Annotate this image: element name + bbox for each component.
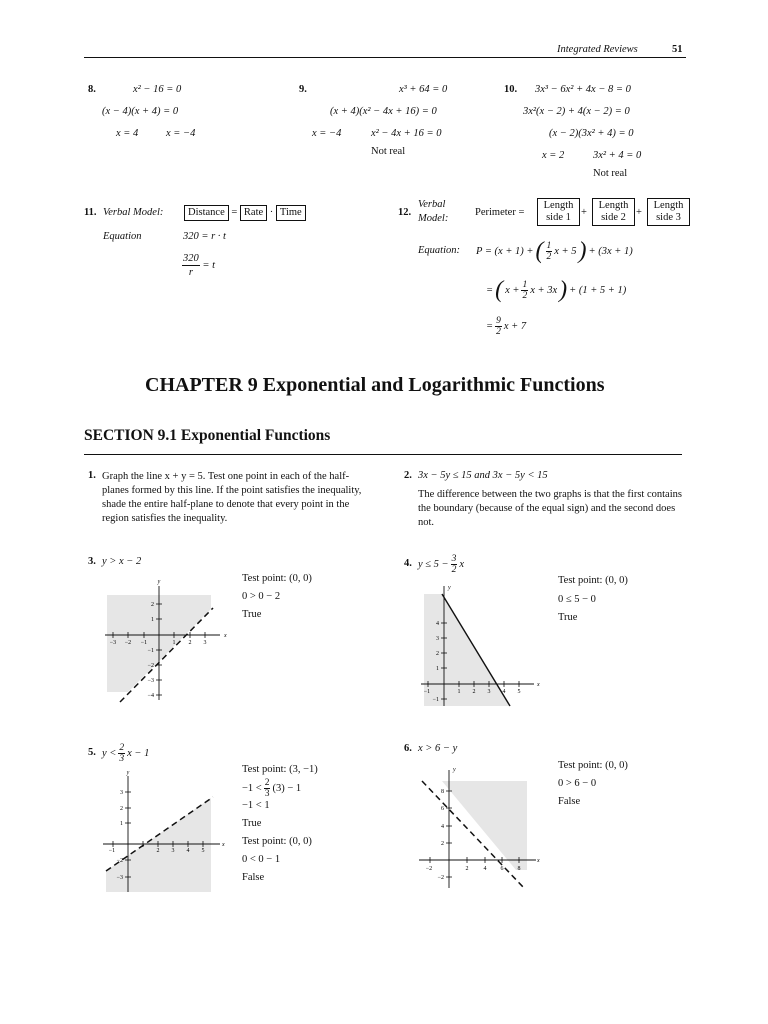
test-line: −1 < 1	[242, 800, 270, 811]
equation-line: x = −4	[166, 128, 196, 139]
question-number: 5.	[88, 747, 96, 758]
verbal-model	[184, 205, 306, 221]
box-time: Time	[276, 205, 306, 221]
equation-line: x = −4	[312, 128, 342, 139]
eq-part: =	[486, 284, 494, 296]
test-part: (3) − 1	[272, 782, 302, 794]
equation-line: 3x² + 4 = 0	[593, 150, 642, 161]
fraction-denominator: 2	[496, 326, 501, 337]
equation-line: (x + 4)(x² − 4x + 16) = 0	[330, 106, 437, 117]
x-tick-label: 1	[457, 689, 461, 695]
equation-line	[182, 252, 215, 279]
equation-line: 3x³ − 6x² + 4x − 8 = 0	[535, 84, 631, 95]
test-line: 0 > 6 − 0	[558, 778, 597, 789]
question-4-title	[418, 553, 464, 575]
equation-line: x = 4	[116, 128, 139, 139]
page-number: 51	[672, 44, 683, 55]
x-tick-label: −1	[108, 848, 116, 854]
fraction-numerator: 1	[522, 279, 528, 290]
y-tick-label: −2	[116, 858, 123, 864]
test-line: 0 < 0 − 1	[242, 854, 281, 865]
y-tick-label: −2	[437, 875, 444, 881]
equation-line: x = 2	[542, 150, 565, 161]
x-tick-label: 5	[517, 689, 521, 695]
box-length-side-1	[537, 198, 580, 226]
chapter-title: CHAPTER 9 Exponential and Logarithmic Functions	[145, 374, 605, 396]
x-tick-label: 5	[201, 848, 205, 854]
problem-number: 9.	[299, 84, 307, 95]
y-axis-label: y	[453, 767, 456, 773]
problem-number: 10.	[504, 84, 518, 95]
equals-sign: =	[231, 207, 238, 218]
eq-part: x + 7	[503, 320, 527, 332]
x-tick-label: 4	[186, 848, 190, 854]
graph-3	[100, 578, 230, 708]
equation-line	[486, 275, 626, 305]
box-length-side-3	[647, 198, 690, 226]
y-tick-label: 4	[441, 824, 444, 830]
equation-line: x² − 4x + 16 = 0	[371, 128, 442, 139]
test-line: Test point: (0, 0)	[242, 573, 312, 584]
header-rule	[84, 57, 686, 58]
graph-5	[100, 768, 230, 898]
fraction-numerator: 3	[451, 553, 457, 564]
right-paren: )	[578, 238, 587, 264]
fraction-denominator: 3	[264, 788, 270, 799]
box-line: Length	[598, 200, 629, 211]
question-5-title	[102, 742, 149, 764]
x-tick-label: 4	[483, 866, 487, 872]
verbal-label: Verbal	[418, 199, 446, 210]
x-tick-label: −3	[109, 640, 117, 646]
title-part: x − 1	[127, 747, 150, 759]
equation-line	[486, 311, 526, 341]
equation-line: (x − 4)(x + 4) = 0	[102, 106, 179, 117]
y-tick-label: −1	[147, 648, 154, 654]
x-axis-label: x	[537, 858, 540, 864]
y-tick-label: 1	[151, 617, 154, 623]
test-line: Test point: (0, 0)	[242, 836, 312, 847]
y-tick-label: −1	[432, 697, 439, 703]
x-tick-label: −2	[124, 640, 132, 646]
test-line: True	[242, 609, 262, 620]
y-axis-label: y	[157, 579, 161, 585]
test-line: Test point: (0, 0)	[558, 575, 628, 586]
plus-sign: +	[581, 207, 587, 218]
y-tick-label: 6	[441, 806, 444, 812]
test-line: 0 > 0 − 2	[242, 591, 281, 602]
box-line: side 1	[546, 212, 571, 223]
y-axis-label: y	[448, 585, 451, 591]
equation-line	[476, 236, 633, 266]
fraction	[521, 280, 528, 301]
fraction-numerator: 320	[183, 253, 199, 264]
perimeter-label: Perimeter =	[475, 207, 525, 218]
box-rate: Rate	[240, 205, 267, 221]
eq-part: + (1 + 5 + 1)	[569, 284, 627, 296]
y-tick-label: 3	[436, 636, 439, 642]
equation-label: Equation	[103, 231, 142, 242]
title-part: y ≤ 5 −	[418, 558, 449, 570]
test-line: 0 ≤ 5 − 0	[558, 594, 596, 605]
problem-number: 11.	[84, 207, 97, 218]
x-tick-label: −1	[423, 689, 431, 695]
y-tick-label: −2	[147, 663, 154, 669]
fraction	[495, 316, 502, 337]
shaded-region	[442, 781, 527, 870]
equation-line: 320 = r · t	[183, 231, 226, 242]
question-number: 6.	[404, 743, 412, 754]
x-tick-label: −2	[425, 866, 433, 872]
fraction	[451, 554, 458, 575]
question-number: 3.	[88, 556, 96, 567]
x-tick-label: 2	[188, 640, 192, 646]
x-tick-label: 3	[203, 640, 207, 646]
fraction-numerator: 9	[496, 315, 501, 326]
fraction-numerator: 2	[264, 777, 270, 788]
question-number: 1.	[88, 470, 96, 481]
x-tick-label: 8	[517, 866, 521, 872]
y-tick-label: −3	[116, 875, 123, 881]
dot-operator: ·	[269, 207, 274, 218]
y-tick-label: 2	[436, 651, 439, 657]
fraction-numerator: 1	[546, 240, 552, 251]
eq-part: P = (x + 1) +	[476, 245, 534, 257]
shaded-region	[424, 594, 510, 706]
fraction-denominator: 2	[522, 290, 528, 301]
box-line: side 2	[601, 212, 626, 223]
box-line: side 3	[656, 212, 681, 223]
x-tick-label: 2	[156, 848, 160, 854]
equation-note: Not real	[593, 168, 628, 179]
problem-number: 8.	[88, 84, 96, 95]
x-axis-label: x	[537, 682, 540, 688]
y-tick-label: 2	[120, 806, 123, 812]
fraction-denominator: 2	[451, 564, 457, 575]
y-tick-label: 1	[436, 666, 439, 672]
question-2-text: The difference between the two graphs is that the first contains the boundary (because of the equal sign) and the second does not.	[418, 489, 682, 528]
test-line: True	[242, 818, 262, 829]
fraction	[118, 743, 125, 764]
fraction-denominator: 2	[546, 251, 552, 262]
section-title: SECTION 9.1 Exponential Functions	[84, 427, 331, 444]
running-title: Integrated Reviews	[557, 44, 638, 55]
equation-line: x² − 16 = 0	[133, 84, 182, 95]
test-line	[242, 777, 301, 799]
equation-rhs: = t	[202, 259, 216, 271]
fraction-denominator: 3	[119, 753, 125, 764]
test-line: Test point: (3, −1)	[242, 764, 318, 775]
x-axis-label: x	[222, 842, 225, 848]
test-line: False	[242, 872, 265, 883]
y-tick-label: 2	[441, 841, 444, 847]
test-line: False	[558, 796, 581, 807]
fraction-denominator: r	[188, 267, 193, 278]
x-tick-label: 3	[171, 848, 175, 854]
graph-6	[416, 764, 546, 894]
box-distance: Distance	[184, 205, 229, 221]
y-tick-label: 1	[120, 821, 123, 827]
equation-line: x³ + 64 = 0	[399, 84, 448, 95]
eq-part: =	[486, 320, 494, 332]
y-tick-label: −3	[147, 678, 154, 684]
question-3-title: y > x − 2	[102, 556, 142, 567]
fraction-numerator: 2	[119, 742, 125, 753]
x-tick-label: 2	[465, 866, 469, 872]
x-axis-label: x	[224, 633, 227, 639]
y-tick-label: 8	[441, 789, 444, 795]
y-tick-label: 3	[120, 790, 123, 796]
equation-line: 3x²(x − 2) + 4(x − 2) = 0	[523, 106, 630, 117]
test-part: −1 <	[242, 782, 262, 794]
box-line: Length	[653, 200, 684, 211]
question-6-title: x > 6 − y	[418, 743, 458, 754]
question-2-title: 3x − 5y ≤ 15 and 3x − 5y < 15	[418, 470, 548, 481]
eq-part: + (3x + 1)	[588, 245, 633, 257]
x-tick-label: 2	[472, 689, 476, 695]
model-label: Model:	[418, 213, 449, 224]
question-number: 2.	[404, 470, 412, 481]
graph-4	[418, 580, 546, 710]
x-tick-label: 3	[487, 689, 491, 695]
question-1-text: Graph the line x + y = 5. Test one point in each of the half-planes formed by this line. If the point satisfies the inequality, shade the entire half-plane to denote that every point in the region satisfies the inequality.	[102, 471, 362, 524]
y-tick-label: 2	[151, 602, 154, 608]
eq-part: x + 3x	[530, 284, 558, 296]
x-tick-label: 6	[500, 866, 504, 872]
box-length-side-2	[592, 198, 635, 226]
question-number: 4.	[404, 558, 412, 569]
eq-part: x +	[505, 284, 520, 296]
equation-label: Equation:	[418, 245, 460, 256]
y-tick-label: −4	[147, 693, 154, 699]
test-line: Test point: (0, 0)	[558, 760, 628, 771]
test-line: True	[558, 612, 578, 623]
x-tick-label: 1	[172, 640, 176, 646]
y-tick-label: 4	[436, 621, 439, 627]
y-axis-label: y	[126, 770, 130, 776]
section-rule	[84, 454, 682, 455]
fraction	[264, 778, 271, 799]
fraction	[546, 241, 553, 262]
left-paren: (	[535, 238, 544, 264]
eq-part: x + 5	[554, 245, 577, 257]
equation-line: (x − 2)(3x² + 4) = 0	[549, 128, 634, 139]
left-paren: (	[495, 277, 504, 303]
equation-note: Not real	[371, 146, 406, 157]
x-tick-label: 4	[502, 689, 506, 695]
box-line: Length	[543, 200, 574, 211]
right-paren: )	[559, 277, 568, 303]
x-tick-label: −1	[140, 640, 148, 646]
verbal-model-label: Verbal Model:	[103, 207, 164, 218]
title-part: x	[459, 558, 465, 570]
title-part: y <	[102, 747, 117, 759]
plus-sign: +	[636, 207, 642, 218]
problem-number: 12.	[398, 207, 412, 218]
